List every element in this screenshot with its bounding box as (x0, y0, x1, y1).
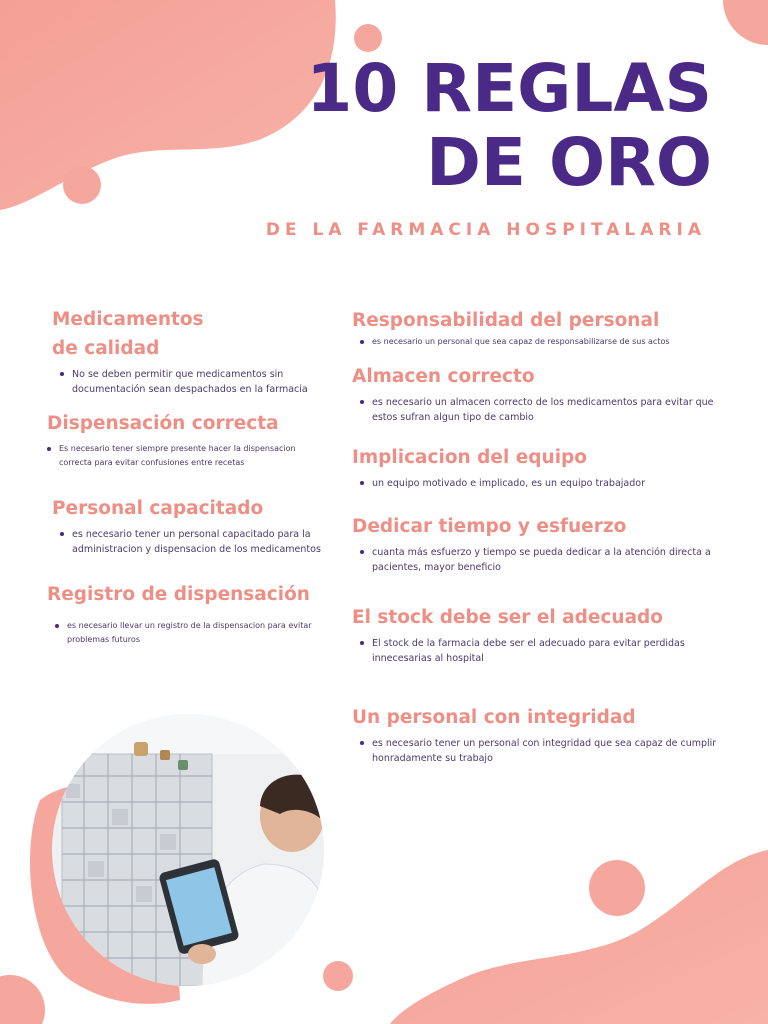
deco-dot (0, 975, 45, 1024)
deco-dot (354, 24, 382, 52)
bottom-right-blob (390, 850, 768, 1024)
rule-title: Registro de dispensación (47, 584, 310, 605)
title-line-1: 10 REGLAS (306, 50, 712, 127)
rule-stock-adecuado (352, 603, 732, 666)
rule-text: es necesario un personal que sea capaz de responsabilizarse de sus actos (372, 335, 732, 349)
rule-medicamentos-calidad (52, 305, 322, 397)
rule-text: es necesario tener un personal capacitado para la administracion y dispensacion de los medicamentos (72, 527, 332, 557)
rule-text: cuanta más esfuerzo y tiempo se pueda dedicar a la atención directa a pacientes, mayor beneficio (372, 545, 732, 575)
title-line-2: DE ORO (426, 124, 712, 201)
rule-personal-capacitado (52, 494, 332, 557)
rule-dedicar-tiempo (352, 512, 732, 575)
pharmacy-photo (52, 714, 324, 986)
rule-personal-integridad (352, 703, 732, 766)
rule-title: Un personal con integridad (352, 707, 636, 728)
rule-title: El stock debe ser el adecuado (352, 607, 664, 628)
page-subtitle: DE LA FARMACIA HOSPITALARIA (265, 220, 706, 240)
rule-text: es necesario un almacen correcto de los medicamentos para evitar que estos sufran algun tipo de cambio (372, 395, 732, 425)
rule-title: Implicacion del equipo (352, 447, 587, 468)
deco-dot (589, 860, 645, 916)
rule-title: Responsabilidad del personal (352, 310, 660, 331)
rule-implicacion-equipo (352, 443, 732, 491)
top-right-blob (723, 0, 768, 45)
deco-dot (63, 166, 101, 204)
rule-title: Medicamentos de calidad (52, 309, 204, 359)
pharmacy-photo-illustration (52, 714, 324, 986)
rule-title: Almacen correcto (352, 366, 535, 387)
rule-responsabilidad-personal (352, 306, 732, 349)
deco-dot (323, 961, 353, 991)
rule-text: El stock de la farmacia debe ser el adecuado para evitar perdidas innecesarias al hospital (372, 636, 732, 666)
rule-text: es necesario tener un personal con integridad que sea capaz de cumplir honradamente su trabajo (372, 736, 732, 766)
rule-text: un equipo motivado e implicado, es un equipo trabajador (372, 476, 732, 491)
rule-almacen-correcto (352, 362, 732, 425)
rule-title: Personal capacitado (52, 498, 264, 519)
rule-dispensacion-correcta (47, 409, 327, 470)
page-title (306, 52, 712, 200)
rule-title: Dedicar tiempo y esfuerzo (352, 516, 627, 537)
rule-registro-dispensacion (47, 580, 332, 647)
rule-text: Es necesario tener siempre presente hacer la dispensacion correcta para evitar confusiones entre recetas (59, 442, 327, 470)
rule-text: es necesario llevar un registro de la dispensacion para evitar problemas futuros (67, 619, 332, 647)
top-left-blob (0, 0, 336, 210)
rule-title: Dispensación correcta (47, 413, 279, 434)
rule-text: No se deben permitir que medicamentos sin documentación sean despachados en la farmacia (72, 367, 322, 397)
